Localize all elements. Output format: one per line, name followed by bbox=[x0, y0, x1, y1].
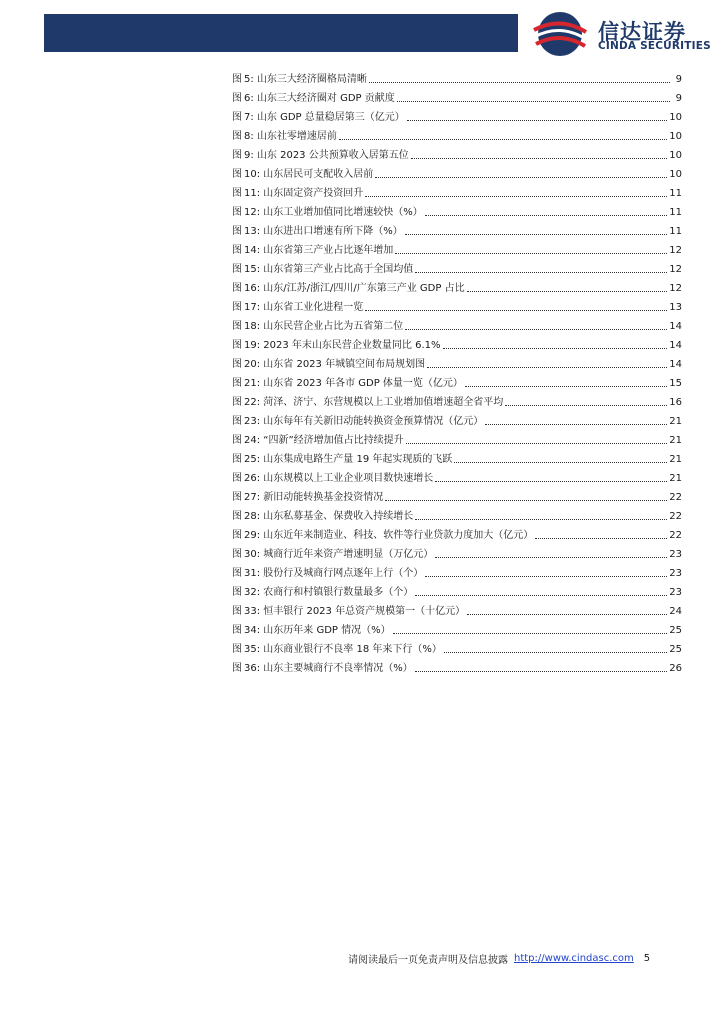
toc-entry-title bbox=[232, 568, 423, 580]
toc-entry[interactable] bbox=[232, 238, 682, 257]
toc-entry-title bbox=[232, 74, 367, 86]
toc-entry-title bbox=[232, 473, 433, 485]
figure-number: 31: bbox=[244, 568, 261, 579]
toc-entry-title bbox=[232, 93, 395, 105]
toc-entry-title bbox=[232, 606, 465, 618]
toc-entry-title bbox=[232, 359, 425, 371]
toc-page-number: 10 bbox=[669, 169, 682, 180]
figure-caption: 山东省 2023 年各市 GDP 体量一览（亿元） bbox=[263, 378, 463, 389]
dot-leader bbox=[425, 215, 667, 216]
toc-entry-title bbox=[232, 150, 409, 162]
toc-page-number: 12 bbox=[669, 264, 682, 275]
figure-number: 12: bbox=[244, 207, 261, 218]
dot-leader bbox=[427, 367, 667, 368]
toc-page-number: 22 bbox=[669, 492, 682, 503]
figure-prefix: 图 bbox=[232, 473, 242, 484]
figure-caption: 山东 2023 公共预算收入居第五位 bbox=[256, 150, 409, 161]
toc-entry-title bbox=[232, 397, 503, 409]
figure-number: 13: bbox=[244, 226, 261, 237]
figure-prefix: 图 bbox=[232, 283, 242, 294]
dot-leader bbox=[339, 139, 667, 140]
toc-entry[interactable] bbox=[232, 599, 682, 618]
figure-number: 9: bbox=[244, 150, 254, 161]
dot-leader bbox=[435, 481, 667, 482]
figure-caption: 山东工业增加值同比增速较快（%） bbox=[263, 207, 423, 218]
toc-page-number: 23 bbox=[669, 568, 682, 579]
figure-caption: 山东主要城商行不良率情况（%） bbox=[263, 663, 413, 674]
figure-prefix: 图 bbox=[232, 435, 242, 446]
figure-prefix: 图 bbox=[232, 112, 242, 123]
toc-page-number: 10 bbox=[669, 150, 682, 161]
toc-page-number: 14 bbox=[669, 359, 682, 370]
page-footer bbox=[348, 951, 688, 966]
figure-prefix: 图 bbox=[232, 378, 242, 389]
figure-prefix: 图 bbox=[232, 359, 242, 370]
figure-number: 8: bbox=[244, 131, 254, 142]
figure-prefix: 图 bbox=[232, 511, 242, 522]
figure-number: 24: bbox=[244, 435, 261, 446]
toc-page-number: 11 bbox=[669, 226, 682, 237]
header-band bbox=[44, 14, 518, 52]
dot-leader bbox=[415, 519, 667, 520]
toc-page-number: 11 bbox=[669, 207, 682, 218]
toc-entry[interactable] bbox=[232, 466, 682, 485]
toc-entry[interactable] bbox=[232, 371, 682, 390]
toc-entry-title bbox=[232, 112, 405, 124]
toc-entry[interactable] bbox=[232, 314, 682, 333]
figure-prefix: 图 bbox=[232, 131, 242, 142]
dot-leader bbox=[535, 538, 667, 539]
toc-page-number: 12 bbox=[669, 245, 682, 256]
figure-prefix: 图 bbox=[232, 416, 242, 427]
toc-entry[interactable] bbox=[232, 200, 682, 219]
toc-entry-title bbox=[232, 492, 383, 504]
toc-page-number: 9 bbox=[675, 93, 682, 104]
toc-entry[interactable] bbox=[232, 352, 682, 371]
figure-number: 10: bbox=[244, 169, 261, 180]
toc-page-number: 21 bbox=[669, 473, 682, 484]
toc-page-number: 21 bbox=[669, 416, 682, 427]
dot-leader bbox=[375, 177, 667, 178]
figure-caption: 山东商业银行不良率 18 年来下行（%） bbox=[263, 644, 442, 655]
figure-number: 17: bbox=[244, 302, 261, 313]
toc-entry-title bbox=[232, 188, 363, 200]
dot-leader bbox=[369, 82, 670, 83]
page-number: 5 bbox=[643, 953, 651, 964]
toc-page-number: 16 bbox=[669, 397, 682, 408]
figure-number: 6: bbox=[244, 93, 254, 104]
toc-page-number: 9 bbox=[675, 74, 682, 85]
figure-caption: 城商行近年来资产增速明显（万亿元） bbox=[263, 549, 434, 560]
toc-page-number: 14 bbox=[669, 340, 682, 351]
figure-number: 7: bbox=[244, 112, 254, 123]
toc-entry[interactable] bbox=[232, 523, 682, 542]
figure-number: 19: bbox=[244, 340, 261, 351]
toc-page-number: 12 bbox=[669, 283, 682, 294]
figure-prefix: 图 bbox=[232, 587, 242, 598]
figure-number: 11: bbox=[244, 188, 261, 199]
figure-number: 14: bbox=[244, 245, 261, 256]
figure-number: 23: bbox=[244, 416, 261, 427]
toc-entry-title bbox=[232, 416, 483, 428]
dot-leader bbox=[425, 576, 667, 577]
toc-page-number: 25 bbox=[669, 644, 682, 655]
figure-number: 15: bbox=[244, 264, 261, 275]
dot-leader bbox=[467, 291, 668, 292]
figure-caption: 山东居民可支配收入居前 bbox=[263, 169, 374, 180]
figure-prefix: 图 bbox=[232, 454, 242, 465]
toc-entry-title bbox=[232, 644, 442, 656]
dot-leader bbox=[467, 614, 667, 615]
cinda-logo-icon bbox=[530, 10, 590, 58]
toc-page-number: 10 bbox=[669, 131, 682, 142]
figure-caption: 山东三大经济圈格局清晰 bbox=[256, 74, 367, 85]
dot-leader bbox=[393, 633, 668, 634]
figure-prefix: 图 bbox=[232, 74, 242, 85]
toc-entry-title bbox=[232, 625, 391, 637]
figure-index-list bbox=[232, 67, 682, 675]
figure-caption: 农商行和村镇银行数量最多（个） bbox=[263, 587, 414, 598]
toc-entry[interactable] bbox=[232, 390, 682, 409]
figure-caption: 股份行及城商行网点逐年上行（个） bbox=[263, 568, 424, 579]
toc-entry-title bbox=[232, 321, 403, 333]
toc-entry[interactable] bbox=[232, 409, 682, 428]
figure-prefix: 图 bbox=[232, 207, 242, 218]
toc-entry-title bbox=[232, 587, 413, 599]
toc-entry-title bbox=[232, 454, 452, 466]
toc-entry[interactable] bbox=[232, 561, 682, 580]
toc-entry[interactable] bbox=[232, 162, 682, 181]
toc-entry[interactable] bbox=[232, 656, 682, 675]
toc-page-number: 21 bbox=[669, 454, 682, 465]
toc-entry-title bbox=[232, 302, 363, 314]
toc-page-number: 25 bbox=[669, 625, 682, 636]
dot-leader bbox=[395, 253, 667, 254]
toc-entry[interactable] bbox=[232, 504, 682, 523]
toc-entry-title bbox=[232, 169, 373, 181]
figure-number: 22: bbox=[244, 397, 261, 408]
toc-page-number: 13 bbox=[669, 302, 682, 313]
toc-entry[interactable] bbox=[232, 124, 682, 143]
figure-prefix: 图 bbox=[232, 245, 242, 256]
figure-caption: 山东省第三产业占比高于全国均值 bbox=[263, 264, 414, 275]
toc-entry[interactable] bbox=[232, 447, 682, 466]
dot-leader bbox=[406, 443, 668, 444]
disclaimer-note: 请阅读最后一页免责声明及信息披露 bbox=[348, 955, 508, 966]
toc-entry[interactable] bbox=[232, 143, 682, 162]
toc-entry[interactable] bbox=[232, 618, 682, 637]
figure-caption: 山东省 2023 年城镇空间布局规划图 bbox=[263, 359, 426, 370]
figure-prefix: 图 bbox=[232, 188, 242, 199]
figure-caption: 山东集成电路生产量 19 年起实现质的飞跃 bbox=[263, 454, 453, 465]
figure-prefix: 图 bbox=[232, 492, 242, 503]
toc-page-number: 26 bbox=[669, 663, 682, 674]
dot-leader bbox=[405, 329, 667, 330]
figure-prefix: 图 bbox=[232, 169, 242, 180]
toc-entry-title bbox=[232, 283, 465, 295]
figure-caption: 山东每年有关新旧动能转换资金预算情况（亿元） bbox=[263, 416, 484, 427]
figure-prefix: 图 bbox=[232, 663, 242, 674]
toc-page-number: 15 bbox=[669, 378, 682, 389]
dot-leader bbox=[443, 348, 668, 349]
figure-caption: 山东民营企业占比为五省第二位 bbox=[263, 321, 404, 332]
toc-entry-title bbox=[232, 226, 403, 238]
toc-entry[interactable] bbox=[232, 428, 682, 447]
figure-prefix: 图 bbox=[232, 93, 242, 104]
toc-entry[interactable] bbox=[232, 295, 682, 314]
dot-leader bbox=[415, 272, 667, 273]
toc-entry[interactable] bbox=[232, 257, 682, 276]
dot-leader bbox=[454, 462, 667, 463]
figure-number: 20: bbox=[244, 359, 261, 370]
figure-number: 36: bbox=[244, 663, 261, 674]
dot-leader bbox=[385, 500, 667, 501]
dot-leader bbox=[465, 386, 667, 387]
figure-prefix: 图 bbox=[232, 644, 242, 655]
toc-entry[interactable] bbox=[232, 67, 682, 86]
toc-page-number: 10 bbox=[669, 112, 682, 123]
toc-entry[interactable] bbox=[232, 105, 682, 124]
toc-entry-title bbox=[232, 530, 533, 542]
toc-entry[interactable] bbox=[232, 580, 682, 599]
brand-name-cn: 信达证券 bbox=[598, 20, 686, 44]
figure-prefix: 图 bbox=[232, 150, 242, 161]
figure-number: 16: bbox=[244, 283, 261, 294]
toc-page-number: 14 bbox=[669, 321, 682, 332]
dot-leader bbox=[407, 120, 668, 121]
toc-entry-title bbox=[232, 340, 441, 352]
figure-number: 26: bbox=[244, 473, 261, 484]
figure-prefix: 图 bbox=[232, 397, 242, 408]
dot-leader bbox=[365, 196, 667, 197]
toc-page-number: 11 bbox=[669, 188, 682, 199]
toc-entry-title bbox=[232, 245, 393, 257]
figure-caption: 山东省第三产业占比逐年增加 bbox=[263, 245, 394, 256]
toc-entry-title bbox=[232, 264, 413, 276]
figure-caption: 山东固定资产投资回升 bbox=[263, 188, 364, 199]
figure-number: 34: bbox=[244, 625, 261, 636]
figure-caption: 恒丰银行 2023 年总资产规模第一（十亿元） bbox=[263, 606, 466, 617]
figure-number: 27: bbox=[244, 492, 261, 503]
figure-caption: 山东私募基金、保费收入持续增长 bbox=[263, 511, 414, 522]
figure-caption: 山东三大经济圈对 GDP 贡献度 bbox=[256, 93, 395, 104]
figure-number: 30: bbox=[244, 549, 261, 560]
figure-caption: 山东近年来制造业、科技、软件等行业贷款力度加大（亿元） bbox=[263, 530, 534, 541]
figure-prefix: 图 bbox=[232, 625, 242, 636]
dot-leader bbox=[415, 595, 667, 596]
toc-page-number: 23 bbox=[669, 587, 682, 598]
dot-leader bbox=[444, 652, 667, 653]
dot-leader bbox=[405, 234, 667, 235]
toc-entry-title bbox=[232, 378, 463, 390]
figure-number: 18: bbox=[244, 321, 261, 332]
toc-entry-title bbox=[232, 511, 413, 523]
figure-caption: 2023 年末山东民营企业数量同比 6.1% bbox=[263, 340, 441, 351]
toc-entry[interactable] bbox=[232, 181, 682, 200]
figure-number: 32: bbox=[244, 587, 261, 598]
dot-leader bbox=[485, 424, 667, 425]
figure-caption: “四新”经济增加值占比持续提升 bbox=[263, 435, 404, 446]
figure-prefix: 图 bbox=[232, 606, 242, 617]
toc-entry[interactable] bbox=[232, 542, 682, 561]
figure-prefix: 图 bbox=[232, 321, 242, 332]
dot-leader bbox=[411, 158, 668, 159]
figure-prefix: 图 bbox=[232, 226, 242, 237]
toc-page-number: 22 bbox=[669, 530, 682, 541]
figure-caption: 山东规模以上工业企业项目数快速增长 bbox=[263, 473, 434, 484]
website-link[interactable]: http://www.cindasc.com bbox=[514, 953, 634, 964]
toc-entry-title bbox=[232, 663, 413, 675]
figure-number: 5: bbox=[244, 74, 254, 85]
toc-entry[interactable] bbox=[232, 219, 682, 238]
brand-name-en: CINDA SECURITIES bbox=[598, 40, 711, 52]
dot-leader bbox=[415, 671, 667, 672]
toc-entry-title bbox=[232, 549, 433, 561]
figure-number: 29: bbox=[244, 530, 261, 541]
figure-caption: 山东省工业化进程一览 bbox=[263, 302, 364, 313]
figure-caption: 山东历年来 GDP 情况（%） bbox=[263, 625, 391, 636]
figure-prefix: 图 bbox=[232, 302, 242, 313]
figure-caption: 山东社零增速居前 bbox=[256, 131, 337, 142]
toc-entry-title bbox=[232, 207, 423, 219]
figure-caption: 新旧动能转换基金投资情况 bbox=[263, 492, 384, 503]
figure-caption: 山东进出口增速有所下降（%） bbox=[263, 226, 403, 237]
figure-caption: 山东 GDP 总量稳居第三（亿元） bbox=[256, 112, 405, 123]
toc-entry[interactable] bbox=[232, 485, 682, 504]
toc-entry[interactable] bbox=[232, 86, 682, 105]
figure-number: 35: bbox=[244, 644, 261, 655]
dot-leader bbox=[397, 101, 670, 102]
dot-leader bbox=[505, 405, 667, 406]
toc-page-number: 22 bbox=[669, 511, 682, 522]
figure-number: 21: bbox=[244, 378, 261, 389]
figure-prefix: 图 bbox=[232, 530, 242, 541]
toc-page-number: 24 bbox=[669, 606, 682, 617]
figure-prefix: 图 bbox=[232, 264, 242, 275]
figure-prefix: 图 bbox=[232, 340, 242, 351]
figure-prefix: 图 bbox=[232, 568, 242, 579]
dot-leader bbox=[365, 310, 667, 311]
toc-entry-title bbox=[232, 131, 337, 143]
toc-entry[interactable] bbox=[232, 637, 682, 656]
figure-number: 25: bbox=[244, 454, 261, 465]
toc-entry[interactable] bbox=[232, 276, 682, 295]
toc-entry[interactable] bbox=[232, 333, 682, 352]
toc-entry-title bbox=[232, 435, 404, 447]
figure-number: 33: bbox=[244, 606, 261, 617]
figure-number: 28: bbox=[244, 511, 261, 522]
figure-caption: 菏泽、济宁、东营规模以上工业增加值增速超全省平均 bbox=[263, 397, 504, 408]
dot-leader bbox=[435, 557, 667, 558]
figure-caption: 山东/江苏/浙江/四川/广东第三产业 GDP 占比 bbox=[263, 283, 465, 294]
toc-page-number: 23 bbox=[669, 549, 682, 560]
toc-page-number: 21 bbox=[669, 435, 682, 446]
figure-prefix: 图 bbox=[232, 549, 242, 560]
